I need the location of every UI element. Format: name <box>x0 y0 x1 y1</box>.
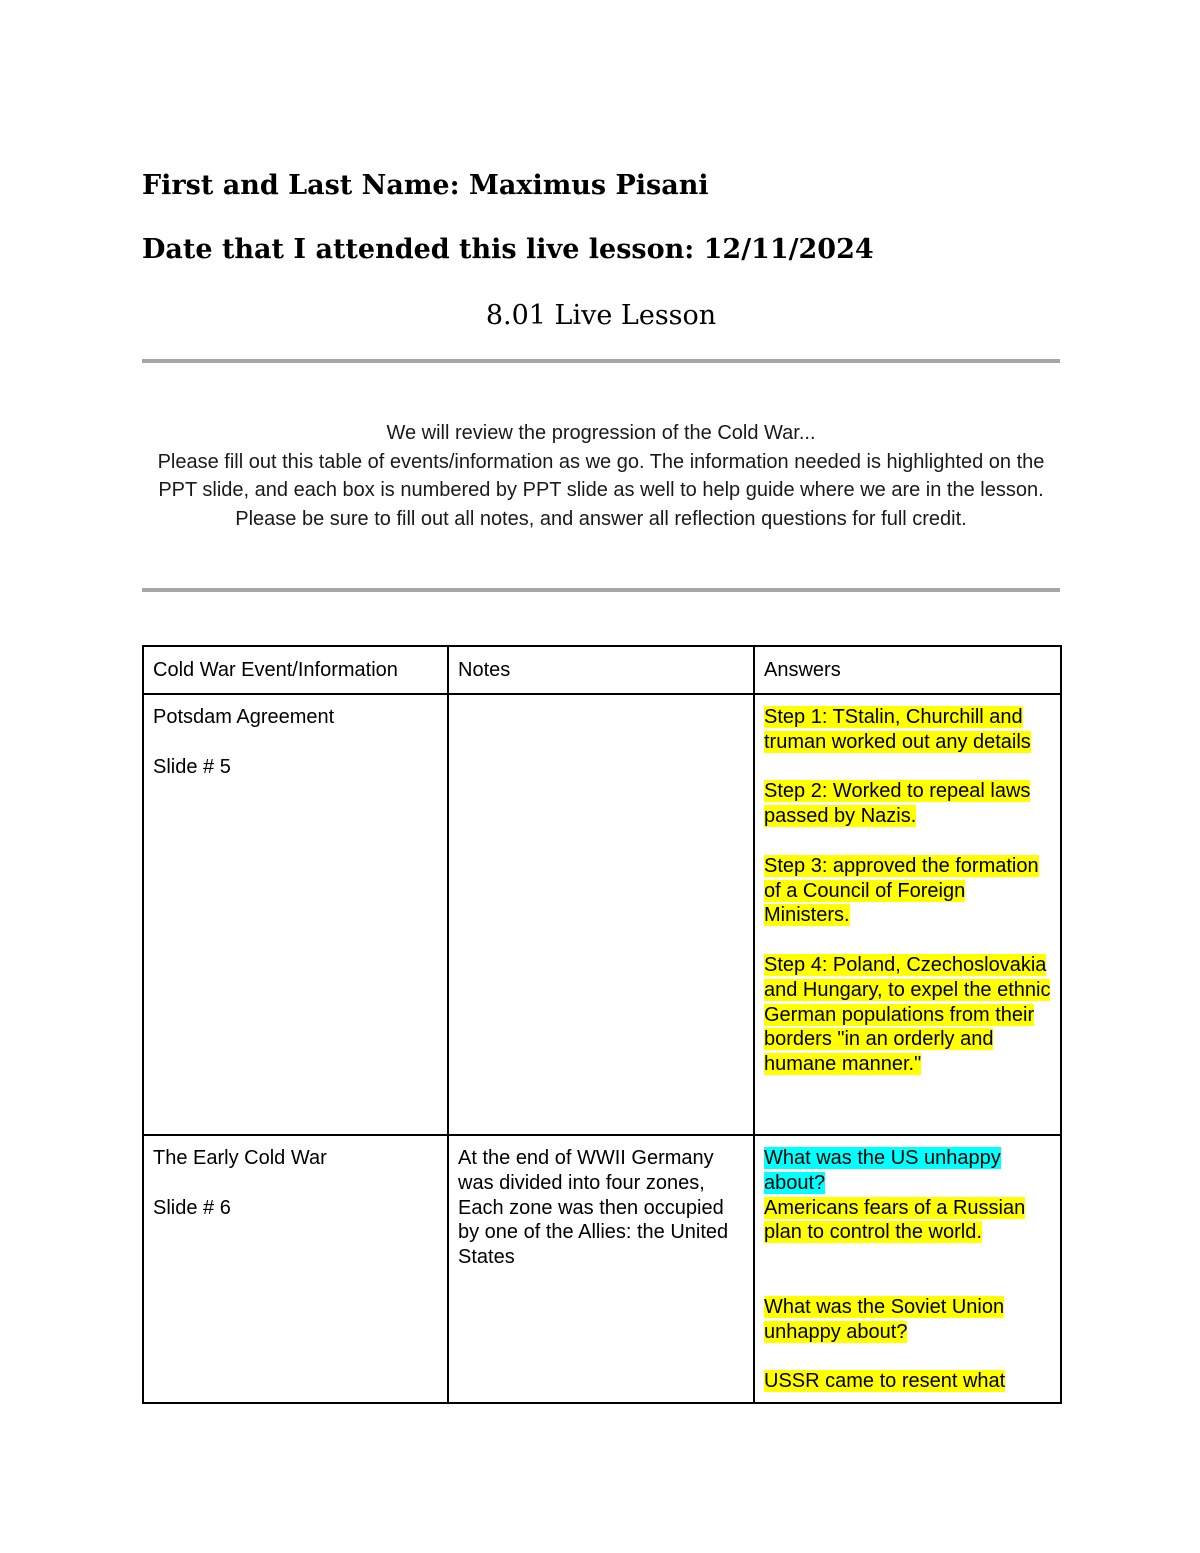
divider-top <box>142 359 1060 363</box>
answers-cell[interactable] <box>754 694 1061 1135</box>
question-soviet-unhappy: What was the Soviet Union unhappy about? <box>764 1295 1005 1343</box>
event-cell[interactable] <box>143 1135 448 1403</box>
answer-step-2: Step 2: Worked to repeal laws passed by Nazis. <box>764 780 1031 828</box>
question-us-unhappy: What was the US unhappy about? <box>764 1147 1001 1194</box>
answer-us-unhappy: Americans fears of a Russian plan to control the world. <box>764 1196 1026 1244</box>
slide-number: Slide # 5 <box>153 755 231 778</box>
student-name-line: First and Last Name: Maximus Pisani <box>142 170 709 201</box>
header-notes: Notes <box>448 646 754 694</box>
instructions-line-1: We will review the progression of the Cold War... <box>386 422 816 444</box>
notes-text: At the end of WWII Germany was divided into four zones, Each zone was then occupied by one of the Allies: the United States <box>458 1147 729 1269</box>
answers-cell[interactable] <box>754 1135 1061 1403</box>
table-header-row <box>143 646 1061 694</box>
instructions-line-3: Please be sure to fill out all notes, and answer all reflection questions for full credit. <box>235 507 967 530</box>
lesson-title: 8.01 Live Lesson <box>485 300 717 331</box>
answer-step-4: Step 4: Poland, Czechoslovakia and Hungary, to expel the ethnic German populations from their borders "in an orderly and humane manner." <box>764 953 1051 1076</box>
event-title: Potsdam Agreement <box>153 706 335 728</box>
answer-step-3: Step 3: approved the formation of a Council of Foreign Ministers. <box>764 854 1039 927</box>
answer-soviet-unhappy: USSR came to resent what <box>764 1370 1006 1393</box>
event-title: The Early Cold War <box>153 1147 327 1169</box>
header-answers: Answers <box>754 646 1061 694</box>
event-cell[interactable] <box>143 694 448 1135</box>
divider-bottom <box>142 588 1060 592</box>
instructions-line-2: Please fill out this table of events/information as we go. The information needed is highlighted on the PPT slide, and each box is numbered by PPT slide as well to help guide where we are in the lesson. <box>157 450 1045 501</box>
instructions <box>142 419 1060 533</box>
header-event: Cold War Event/Information <box>143 646 448 694</box>
slide-number: Slide # 6 <box>153 1196 231 1219</box>
table-row <box>143 694 1061 1135</box>
notes-cell[interactable] <box>448 1135 754 1403</box>
answer-step-1: Step 1: TStalin, Churchill and truman worked out any details <box>764 706 1031 753</box>
notes-cell[interactable] <box>448 694 754 1135</box>
cold-war-events-table <box>142 645 1062 1404</box>
attendance-date-line: Date that I attended this live lesson: 12/11/2024 <box>142 234 874 265</box>
table-row <box>143 1135 1061 1403</box>
